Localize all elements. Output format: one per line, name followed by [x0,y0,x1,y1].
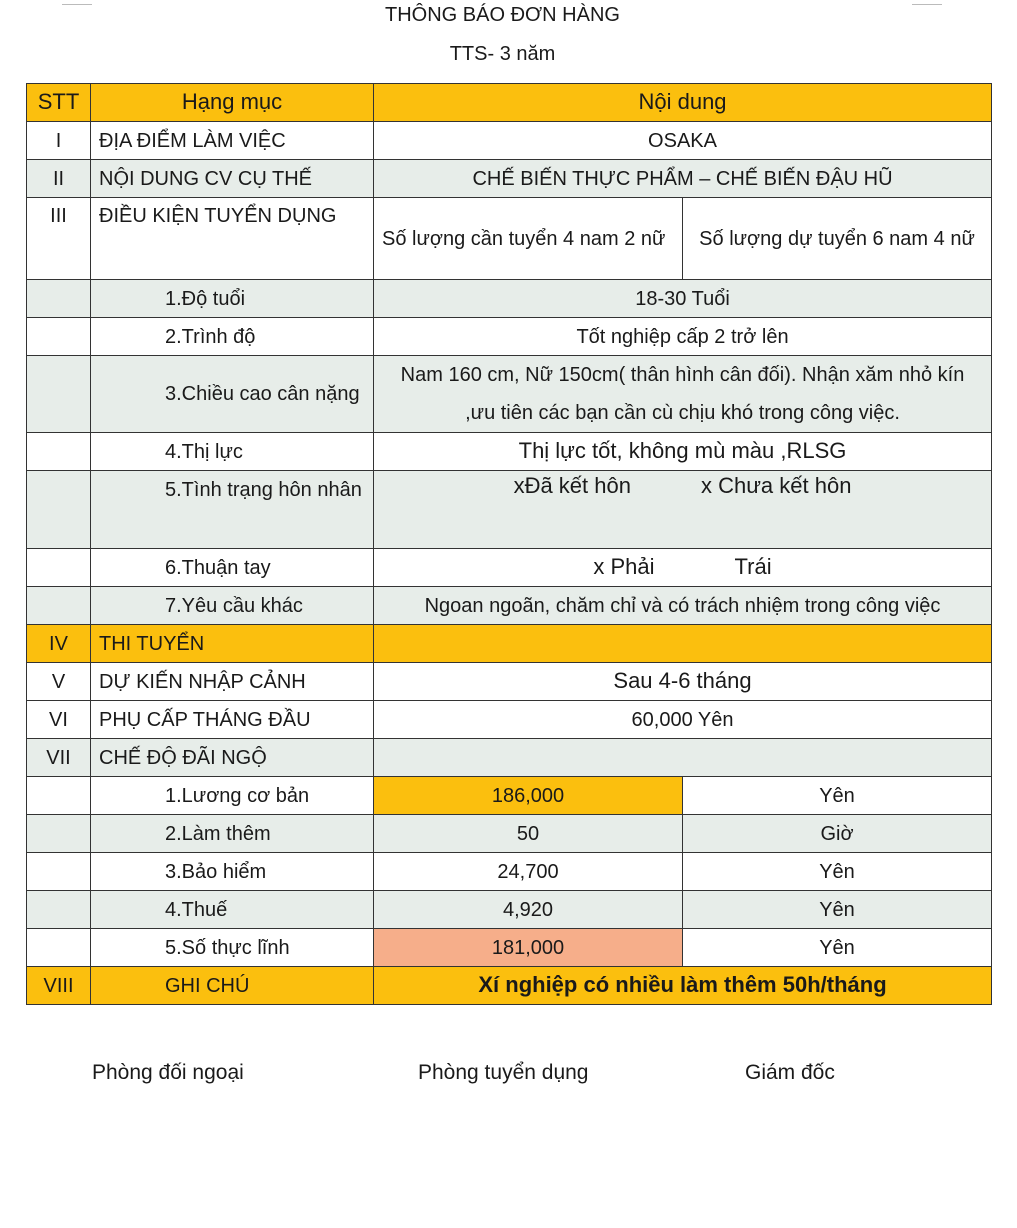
option-married: xĐã kết hôn [513,473,631,498]
table-row [27,739,992,777]
row-label: 1.Độ tuổi [91,280,374,318]
row-label: 5.Tình trạng hôn nhân [91,471,374,549]
option-left-hand: Trái [734,554,772,580]
row-label: 6.Thuận tay [91,549,374,587]
hand-options [374,549,992,587]
tax-unit: Yên [683,891,992,929]
row-label: 1.Lương cơ bản [91,777,374,815]
row-label: NỘI DUNG CV CỤ THẾ [91,160,374,198]
table-row [27,549,992,587]
header-content: Nội dung [374,84,992,122]
row-label: 2.Trình độ [91,318,374,356]
table-row [27,625,992,663]
row-label: 3.Bảo hiểm [91,853,374,891]
overtime-unit: Giờ [683,815,992,853]
row-number: VII [27,739,91,777]
table-row [27,433,992,471]
row-value: CHẾ BIẾN THỰC PHẨM – CHẾ BIẾN ĐẬU HŨ [374,160,992,198]
table-row [27,280,992,318]
row-label: 3.Chiều cao cân nặng [91,356,374,433]
row-value: Ngoan ngoãn, chăm chỉ và có trách nhiệm trong công việc [374,587,992,625]
row-number: V [27,663,91,701]
row-label: 2.Làm thêm [91,815,374,853]
table-row [27,967,992,1005]
row-label: DỰ KIẾN NHẬP CẢNH [91,663,374,701]
document-subtitle: TTS- 3 năm [449,43,556,65]
row-number: VI [27,701,91,739]
row-value: 60,000 Yên [374,701,992,739]
row-label: 4.Thị lực [91,433,374,471]
overtime-value: 50 [374,815,683,853]
table-row [27,701,992,739]
row-label: 4.Thuế [91,891,374,929]
recruit-needed: Số lượng cần tuyển 4 nam 2 nữ [374,198,683,280]
row-label: 7.Yêu cầu khác [91,587,374,625]
recruit-expected: Số lượng dự tuyển 6 nam 4 nữ [683,198,992,280]
row-value: Nam 160 cm, Nữ 150cm( thân hình cân đối). Nhận xăm nhỏ kín ,ưu tiên các bạn cần cù chịu khó trong công việc. [374,356,992,433]
signature-foreign-affairs: Phòng đối ngoại [92,1061,244,1084]
order-table [26,83,992,1005]
salary-value: 186,000 [374,777,683,815]
table-row [27,891,992,929]
row-number: II [27,160,91,198]
table-row [27,815,992,853]
table-row [27,663,992,701]
net-unit: Yên [683,929,992,967]
net-value: 181,000 [374,929,683,967]
note-value: Xí nghiệp có nhiều làm thêm 50h/tháng [374,967,992,1005]
row-number: IV [27,625,91,663]
table-header-row [27,84,992,122]
table-row [27,587,992,625]
row-value: 18-30 Tuổi [374,280,992,318]
table-row [27,122,992,160]
row-value: Tốt nghiệp cấp 2 trở lên [374,318,992,356]
table-row [27,929,992,967]
table-row [27,198,992,280]
document-title: THÔNG BÁO ĐƠN HÀNG [385,4,620,26]
marital-options [374,471,992,549]
row-number: III [27,198,91,280]
table-row [27,318,992,356]
insurance-value: 24,700 [374,853,683,891]
row-value: OSAKA [374,122,992,160]
signature-recruitment: Phòng tuyển dụng [418,1061,589,1084]
header-category: Hạng mục [91,84,374,122]
table-row [27,777,992,815]
table-row [27,160,992,198]
row-number: I [27,122,91,160]
row-label: 5.Số thực lĩnh [91,929,374,967]
row-label: CHẾ ĐỘ ĐÃI NGỘ [91,739,374,777]
tax-value: 4,920 [374,891,683,929]
row-label: ĐỊA ĐIỂM LÀM VIỆC [91,122,374,160]
table-row [27,853,992,891]
table-row [27,356,992,433]
row-label: GHI CHÚ [91,967,374,1005]
row-label: PHỤ CẤP THÁNG ĐẦU [91,701,374,739]
signature-director: Giám đốc [745,1061,835,1084]
table-row [27,471,992,549]
row-number: VIII [27,967,91,1005]
row-value: Thị lực tốt, không mù màu ,RLSG [374,433,992,471]
header-stt: STT [27,84,91,122]
row-value: Sau 4-6 tháng [374,663,992,701]
option-single: x Chưa kết hôn [700,473,852,498]
salary-unit: Yên [683,777,992,815]
row-label: THI TUYỂN [91,625,374,663]
insurance-unit: Yên [683,853,992,891]
option-right-hand: x Phải [593,554,655,580]
row-label: ĐIỀU KIỆN TUYỂN DỤNG [91,198,374,280]
